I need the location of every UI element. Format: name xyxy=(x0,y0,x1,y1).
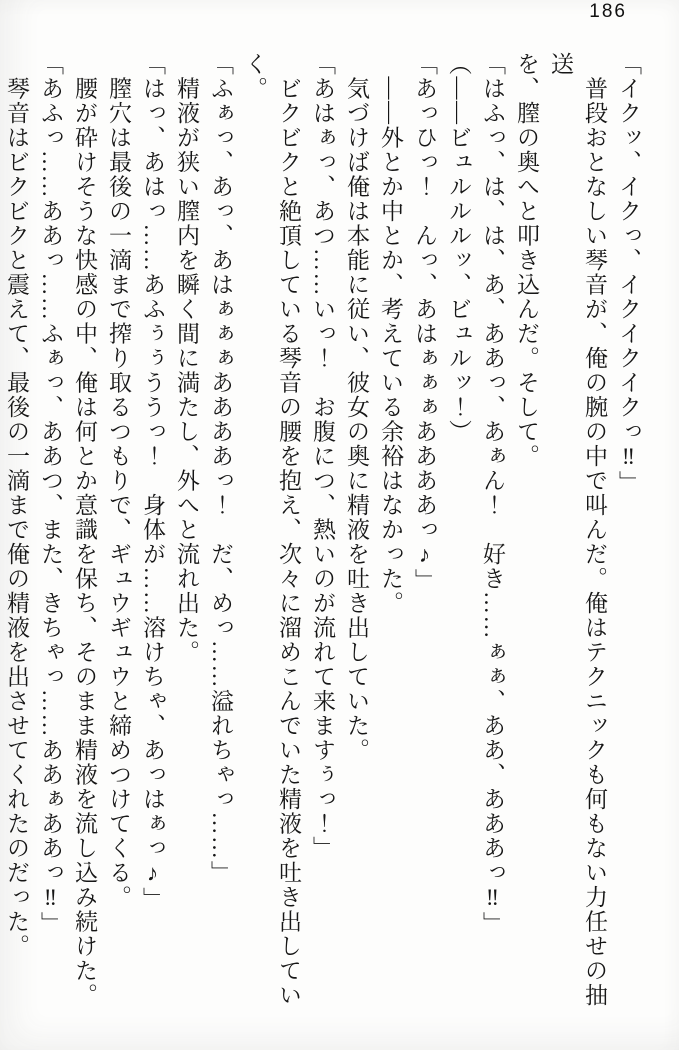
text-line: 琴音はビクビクと震えて、最後の一滴まで俺の精液を出させてくれたのだった。 xyxy=(4,52,29,959)
text-line: 「あっひっ！ んっ、あはぁぁぁああああっ♪」 xyxy=(412,52,437,593)
text-line: を、膣の奥へと叩き込んだ。そして。 xyxy=(514,52,539,469)
text-line: （――ビュルルルッ、ビュルッ！） xyxy=(446,52,471,444)
text-line: 膣穴は最後の一滴まで搾り取るつもりで、ギュウギュウと締めつけてくる。 xyxy=(106,52,131,910)
text-line: 「はっ、あはっ……あふぅぅううっ！ 身体が……溶けちゃ、あっはぁっ♪」 xyxy=(140,52,165,912)
page-number: 186 xyxy=(589,1,627,22)
text-line: 「イクッ、イクっ、イクイクイクっ‼」 xyxy=(616,52,641,495)
text-line: 「はふっ、は、は、あ、ああっ、あぁん！ 好き……ぁぁ、ああ、あああっ‼」 xyxy=(480,52,505,936)
text-line: 「あふっ……ああっ……ふぁっ、ああつ、また、きちゃっ……ああぁああっ‼」 xyxy=(38,52,63,936)
novel-text-body xyxy=(0,52,645,1024)
text-line: 「あはぁっ、あつ……いっ！ お腹につ、熱いのが流れて来ますぅっ！」 xyxy=(310,52,335,861)
text-line: 気づけば俺は本能に従い、彼女の奥に精液を吐き出していた。 xyxy=(344,52,369,763)
text-line: 腰が砕けそうな快感の中、俺は何とか意識を保ち、そのまま精液を流し込み続けた。 xyxy=(72,52,97,1008)
text-line: ビクビクと絶頂している琴音の腰を抱え、次々に溜めこんでいた精液を吐き出していく。 xyxy=(242,52,301,1008)
text-line: 「ふぁっ、あっ、あはぁぁぁああああっ！ だ、めっ……溢れちゃっ……」 xyxy=(208,52,233,885)
text-line: 精液が狭い膣内を瞬く間に満たし、外へと流れ出た。 xyxy=(174,52,199,665)
text-line: ――外とか中とか、考えている余裕はなかった。 xyxy=(378,52,403,616)
text-line: 普段おとなしい琴音が、俺の腕の中で叫んだ。俺はテクニックも何もない力任せの抽送 xyxy=(548,52,607,1008)
